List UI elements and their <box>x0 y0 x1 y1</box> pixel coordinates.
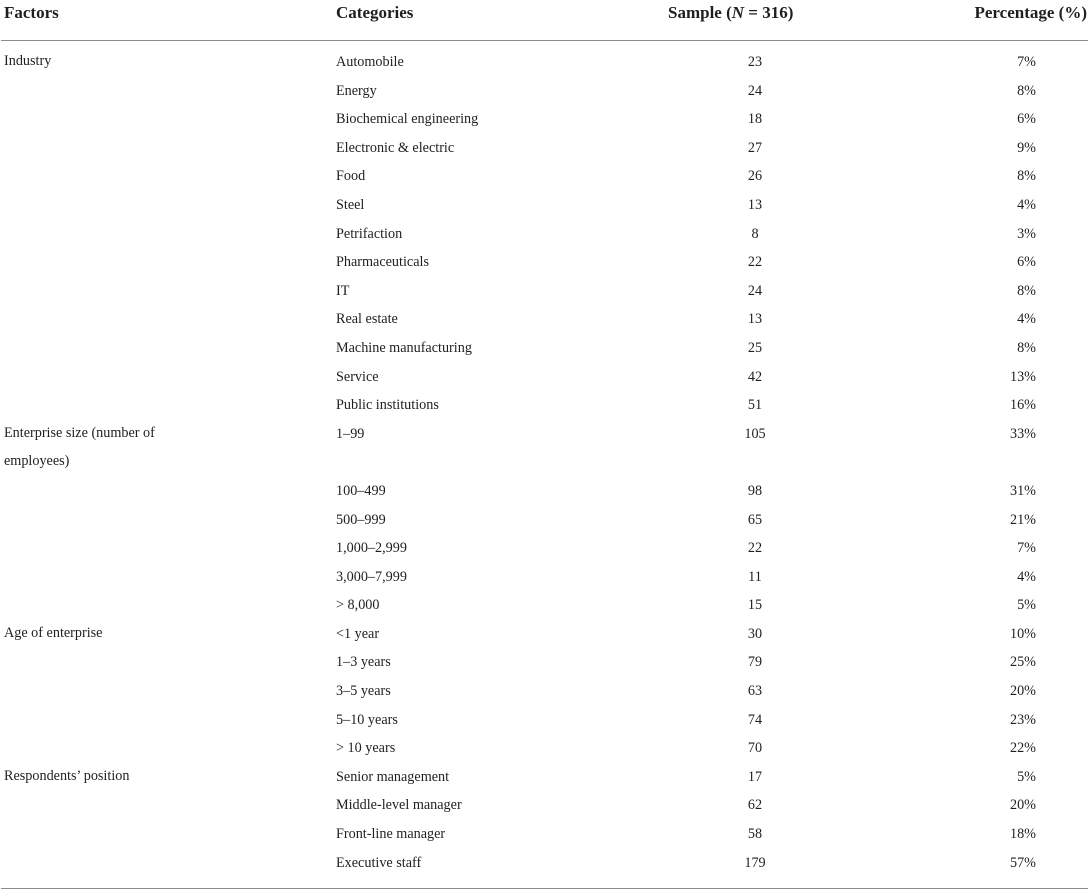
sample-cell: 24 <box>747 282 763 299</box>
category-cell: Public institutions <box>336 397 439 414</box>
category-cell: 1–99 <box>336 425 365 442</box>
category-cell: 1,000–2,999 <box>336 540 407 557</box>
table-row <box>0 309 1091 338</box>
sample-cell: 62 <box>747 797 763 814</box>
bottom-rule <box>1 888 1088 889</box>
category-cell: 100–499 <box>336 482 386 499</box>
category-cell: Automobile <box>336 54 404 70</box>
factor-cell: Respondents’ position <box>4 767 130 784</box>
sample-cell: 70 <box>747 740 763 757</box>
percentage-cell: 8% <box>1017 282 1036 299</box>
percentage-cell: 3% <box>1017 225 1036 242</box>
table-row <box>0 195 1091 224</box>
table-row <box>0 767 1091 796</box>
percentage-cell: 22% <box>1009 740 1036 757</box>
sample-cell: 63 <box>747 683 763 700</box>
percentage-cell: 5% <box>1017 768 1036 785</box>
header-factors: Factors <box>4 3 59 22</box>
percentage-cell: 9% <box>1017 139 1036 156</box>
table-header <box>0 0 1091 40</box>
category-cell: IT <box>336 282 350 299</box>
percentage-cell: 6% <box>1017 254 1036 271</box>
table-row <box>0 795 1091 824</box>
sample-cell: 17 <box>747 768 763 785</box>
sample-cell: 74 <box>747 711 763 728</box>
category-cell: Biochemical engineering <box>336 111 479 128</box>
table-row <box>0 252 1091 281</box>
percentage-cell: 8% <box>1017 168 1036 185</box>
table-row <box>0 624 1091 653</box>
percentage-cell: 18% <box>1009 826 1036 843</box>
table-row <box>0 710 1091 739</box>
sample-cell: 11 <box>748 568 762 585</box>
percentage-cell: 31% <box>1009 482 1036 499</box>
sample-cell: 18 <box>747 111 763 128</box>
table-row <box>0 567 1091 596</box>
sample-cell: 42 <box>747 368 763 385</box>
category-cell: Machine manufacturing <box>336 339 472 356</box>
percentage-cell: 25% <box>1009 654 1036 671</box>
percentage-cell: 6% <box>1017 111 1036 128</box>
sample-cell: 22 <box>747 254 763 271</box>
category-cell: Service <box>336 368 379 385</box>
percentage-cell: 23% <box>1009 711 1036 728</box>
category-cell: 500–999 <box>336 511 386 528</box>
sample-cell: 26 <box>747 168 763 185</box>
table-row <box>0 510 1091 539</box>
category-cell: Real estate <box>336 311 398 328</box>
sample-cell: 13 <box>747 311 763 328</box>
sample-cell: 24 <box>747 82 763 99</box>
sample-cell: 105 <box>744 425 766 442</box>
category-cell: Senior management <box>336 768 450 785</box>
sample-cell: 98 <box>747 482 763 499</box>
table-row <box>0 52 1091 81</box>
percentage-cell: 33% <box>1009 425 1036 442</box>
category-cell: <1 year <box>336 625 380 642</box>
table-row <box>0 81 1091 110</box>
table-row <box>0 367 1091 396</box>
sample-cell: 23 <box>747 54 763 70</box>
sample-cell: 25 <box>747 339 763 356</box>
category-cell: Middle-level manager <box>336 797 462 814</box>
percentage-cell: 10% <box>1009 625 1036 642</box>
header-percentage: Percentage (%) <box>974 3 1087 22</box>
table-row <box>0 853 1091 882</box>
percentage-cell: 5% <box>1017 597 1036 614</box>
table-row <box>0 338 1091 367</box>
header-sample-prefix: Sample ( <box>668 3 732 22</box>
sample-cell: 179 <box>744 854 766 871</box>
percentage-cell: 57% <box>1009 854 1036 871</box>
sample-cell: 13 <box>747 196 763 213</box>
table-row <box>0 224 1091 253</box>
header-sample-n: N <box>731 3 745 22</box>
category-cell: 5–10 years <box>336 711 398 728</box>
category-cell: > 10 years <box>336 740 396 757</box>
factor-cell: Enterprise size (number of employees) <box>4 424 155 470</box>
category-cell: Food <box>336 168 366 185</box>
percentage-cell: 4% <box>1017 311 1036 328</box>
category-cell: 3–5 years <box>336 683 391 700</box>
percentage-cell: 7% <box>1017 540 1036 557</box>
percentage-cell: 20% <box>1009 683 1036 700</box>
category-cell: Pharmaceuticals <box>336 254 429 271</box>
category-cell: Electronic & electric <box>336 139 455 156</box>
table-row <box>0 166 1091 195</box>
percentage-cell: 4% <box>1017 196 1036 213</box>
sample-cell: 51 <box>747 397 763 414</box>
sample-cell: 15 <box>747 597 763 614</box>
category-cell: Energy <box>336 82 377 99</box>
table-row <box>0 424 1091 481</box>
percentage-cell: 8% <box>1017 339 1036 356</box>
sample-cell: 79 <box>747 654 763 671</box>
percentage-cell: 8% <box>1017 82 1036 99</box>
factor-cell: Industry <box>4 53 52 69</box>
category-cell: Steel <box>336 196 365 213</box>
table-row <box>0 652 1091 681</box>
table-body <box>0 41 1091 881</box>
table-row <box>0 138 1091 167</box>
percentage-cell: 13% <box>1009 368 1036 385</box>
factor-cell: Age of enterprise <box>4 624 103 641</box>
sample-cell: 22 <box>747 540 763 557</box>
category-cell: Petrifaction <box>336 225 403 242</box>
percentage-cell: 16% <box>1009 397 1036 414</box>
table-row <box>0 824 1091 853</box>
percentage-cell: 7% <box>1017 54 1036 70</box>
sample-cell: 65 <box>747 511 763 528</box>
category-cell: Executive staff <box>336 854 422 871</box>
sample-cell: 30 <box>747 625 763 642</box>
table-row <box>0 481 1091 510</box>
category-cell: Front-line manager <box>336 826 446 843</box>
category-cell: 3,000–7,999 <box>336 568 407 585</box>
category-cell: > 8,000 <box>336 597 380 614</box>
table-row <box>0 281 1091 310</box>
header-sample-suffix: = 316) <box>744 3 794 22</box>
table-row <box>0 109 1091 138</box>
category-cell: 1–3 years <box>336 654 391 671</box>
percentage-cell: 21% <box>1009 511 1036 528</box>
sample-cell: 27 <box>747 139 763 156</box>
percentage-cell: 4% <box>1017 568 1036 585</box>
table-row <box>0 538 1091 567</box>
table-row <box>0 681 1091 710</box>
header-categories: Categories <box>336 3 414 22</box>
sample-cell: 8 <box>751 225 759 242</box>
header-sample <box>668 3 793 23</box>
percentage-cell: 20% <box>1009 797 1036 814</box>
sample-cell: 58 <box>747 826 763 843</box>
